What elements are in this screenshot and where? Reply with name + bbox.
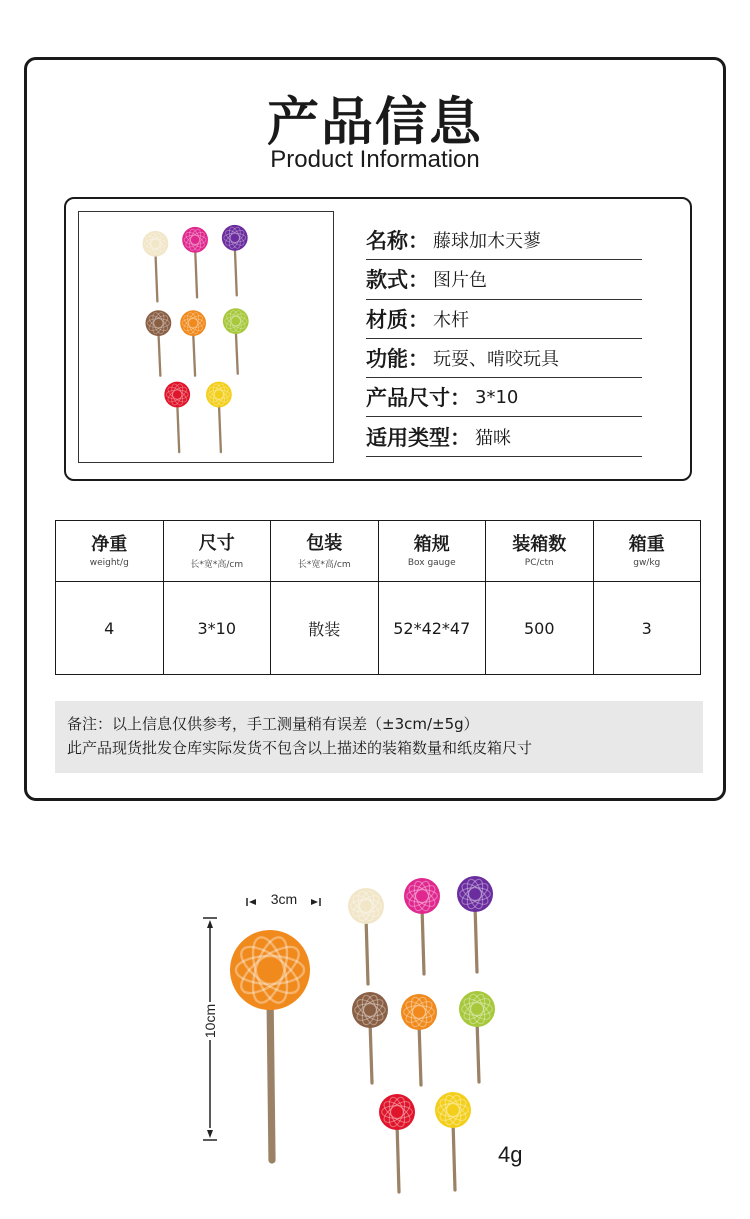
table-header-cell — [486, 521, 594, 582]
spec-value: 木杆 — [433, 309, 469, 331]
purple-ball — [457, 876, 493, 972]
large-orange-ball — [230, 930, 310, 1160]
note-line: 备注：以上信息仅供参考，手工测量稍有误差（±3cm/±5g） — [67, 715, 479, 733]
column-subtitle: Box gauge — [407, 558, 456, 568]
brown-ball — [352, 992, 388, 1083]
spec-value: 3*10 — [475, 386, 519, 408]
spec-row-size — [366, 378, 642, 417]
spec-row-material — [366, 300, 642, 339]
spec-row-target — [366, 417, 642, 456]
cream-ball — [143, 231, 169, 301]
page-subtitle: Product Information — [270, 146, 480, 173]
yellow-ball — [435, 1092, 471, 1190]
table-header-row — [56, 521, 701, 582]
column-title: 箱重 — [628, 534, 665, 555]
column-subtitle: weight/g — [89, 558, 129, 568]
table-header-cell — [593, 521, 701, 582]
spec-value: 玩耍、啃咬玩具 — [433, 349, 559, 371]
table-cell-weight: 4 — [56, 582, 164, 675]
spec-key: 产品尺寸： — [366, 386, 471, 411]
notes-box — [55, 701, 703, 773]
spec-row-style — [366, 260, 642, 299]
spec-key: 适用类型： — [366, 425, 471, 450]
column-subtitle: gw/kg — [633, 558, 661, 568]
table-cell-pcs-per-carton: 500 — [486, 582, 594, 675]
spec-list — [366, 221, 642, 457]
table-row — [56, 582, 701, 675]
yellow-ball — [206, 382, 232, 452]
table-header-cell — [56, 521, 164, 582]
column-title: 包装 — [306, 532, 343, 554]
spec-key: 名称： — [366, 229, 429, 254]
table-cell-box-gauge: 52*42*47 — [378, 582, 486, 675]
magenta-ball — [182, 227, 208, 297]
product-thumbnail — [79, 212, 333, 462]
column-title: 净重 — [91, 534, 128, 555]
width-label: 3cm — [270, 891, 298, 907]
column-subtitle: PC/ctn — [524, 558, 554, 568]
spec-value: 藤球加木天蓼 — [433, 231, 541, 253]
weight-label: 4g — [498, 1142, 523, 1167]
column-subtitle: 长*宽*高/cm — [190, 559, 244, 570]
note-line: 此产品现货批发仓库实际发货不包含以上描述的装箱数量和纸皮箱尺寸 — [67, 739, 533, 757]
packing-table — [55, 520, 701, 675]
magenta-ball — [404, 878, 440, 974]
lime-ball — [223, 308, 249, 373]
column-title: 尺寸 — [198, 532, 235, 554]
orange-ball — [401, 994, 437, 1085]
product-info-card — [24, 57, 726, 801]
cream-ball — [348, 888, 384, 984]
table-header-cell — [163, 521, 271, 582]
table-header-cell — [378, 521, 486, 582]
spec-value: 猫咪 — [475, 427, 511, 449]
orange-ball — [180, 310, 206, 375]
spec-panel — [64, 197, 692, 481]
table-cell-size: 3*10 — [163, 582, 271, 675]
spec-key: 功能： — [366, 347, 429, 372]
spec-row-name — [366, 221, 642, 260]
table-cell-packaging: 散装 — [271, 582, 379, 675]
product-size-illustration — [0, 860, 750, 1200]
column-title: 箱规 — [413, 534, 450, 555]
lime-ball — [459, 991, 495, 1082]
spec-key: 款式： — [366, 268, 429, 293]
spec-row-function — [366, 339, 642, 378]
spec-value: 图片色 — [433, 270, 487, 292]
spec-key: 材质： — [366, 307, 429, 332]
height-label: 10cm — [202, 1003, 218, 1039]
table-cell-box-weight: 3 — [593, 582, 701, 675]
column-subtitle: 长*宽*高/cm — [297, 559, 351, 570]
red-ball — [164, 382, 190, 452]
column-title: 装箱数 — [512, 534, 567, 555]
red-ball — [379, 1094, 415, 1192]
purple-ball — [222, 225, 248, 295]
table-header-cell — [271, 521, 379, 582]
page-title: 产品信息 — [266, 93, 483, 153]
product-photo — [78, 211, 334, 463]
brown-ball — [145, 310, 171, 375]
